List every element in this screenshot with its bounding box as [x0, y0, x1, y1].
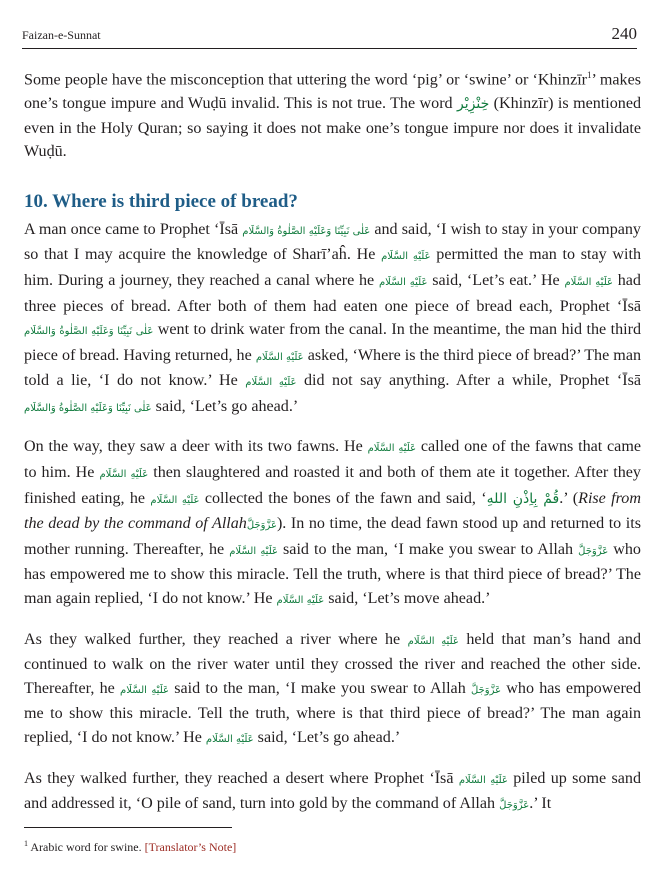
- text-run: who has empowered me to show this miracle. Tell the truth, where is that third piece of bread?’ The man again replied, ‘I do not know.’ He: [24, 540, 641, 608]
- text-run: said, ‘Let’s eat.’ He: [427, 271, 565, 289]
- book-title: Faizan-e-Sunnat: [22, 28, 101, 42]
- arabic-honorific: عَلَيْهِ السَّلَام: [458, 774, 508, 786]
- text-run: permitted the man to stay with him. During a journey, they reached a canal where he: [24, 246, 642, 289]
- text-run: Some people have the misconception that uttering the word ‘pig’ or ‘swine’ or ‘Khinzīr: [24, 71, 588, 89]
- footnote: [24, 836, 641, 855]
- arabic-honorific: عَلٰى نَبِيِّنَا وَعَلَيْهِ الصَّلٰوةُ وَالسَّلَام: [24, 402, 152, 414]
- text-run: .’ (: [559, 489, 579, 507]
- footnote-text: Arabic word for swine.: [28, 840, 145, 854]
- arabic-honorific: عَلَيْهِ السَّلَام: [120, 684, 169, 696]
- arabic-honorific: عَلٰى نَبِيِّنَا وَعَلَيْهِ الصَّلٰوةُ وَالسَّلَام: [242, 225, 371, 237]
- text-run: As they walked further, they reached a river where he: [24, 630, 408, 648]
- arabic-honorific: عَلَيْهِ السَّلَام: [407, 635, 459, 647]
- arabic-honorific: عَلَيْهِ السَّلَام: [205, 734, 254, 746]
- text-run: said to the man, ‘I make you swear to Allah: [277, 540, 579, 558]
- intro-paragraph: [24, 64, 641, 164]
- arabic-honorific: عَلَيْهِ السَّلَام: [378, 276, 428, 288]
- arabic-honorific: عَلٰى نَبِيِّنَا وَعَلَيْهِ الصَّلٰوةُ وَالسَّلَام: [24, 326, 154, 338]
- text-run: A man once came to Prophet ‘Īsā: [24, 220, 243, 238]
- text-run: (Khinzīr) is mentioned even in the Holy Quran; so saying it does not make one’s tongue impure nor does it invalidate Wuḍū.: [24, 94, 642, 161]
- text-run: On the way, they saw a deer with its two fawns. He: [24, 438, 368, 456]
- story-paragraph-3: [24, 628, 641, 752]
- text-run: did not say anything. After a while, Prophet ‘Īsā: [296, 372, 641, 390]
- running-header: [22, 24, 637, 44]
- arabic-honorific: عَزَّوَجَلَّ: [246, 520, 277, 532]
- text-run: said, ‘Let’s move ahead.’: [324, 590, 491, 608]
- text-run: had three pieces of bread. After both of them had eaten one piece of bread each, Prophet ‘Īsā: [24, 271, 641, 315]
- header-rule: [22, 48, 637, 49]
- italic-translation: Rise from the dead by the command of Allah: [24, 489, 641, 533]
- text-run: said, ‘Let’s go ahead.’: [151, 397, 299, 415]
- arabic-honorific: عَزَّوَجَلَّ: [499, 800, 530, 812]
- text-run: .’ It: [529, 795, 552, 813]
- arabic-honorific: عَلَيْهِ السَّلَام: [367, 443, 417, 455]
- arabic-honorific: عَلَيْهِ السَّلَام: [229, 545, 278, 557]
- main-content: [24, 64, 641, 818]
- text-run: called one of the fawns that came to him. He: [24, 438, 641, 482]
- page-number: 240: [611, 24, 637, 43]
- arabic-honorific: عَلَيْهِ السَّلَام: [245, 377, 297, 389]
- text-run: who has empowered me to show this miracle. Tell the truth, where is that third piece of bread?’ The man again replied, ‘I do not know.’ He: [24, 679, 641, 747]
- text-run: and said, ‘I wish to stay in your company so that I may acquire the knowledge of Sharī’aĥ. He: [24, 220, 641, 264]
- text-run: As they walked further, they reached a desert where Prophet ‘Īsā: [24, 769, 459, 787]
- arabic-honorific: عَزَّوَجَلَّ: [578, 545, 609, 557]
- text-run: ). In no time, the dead fawn stood up and returned to its mother running. Thereafter, he: [24, 515, 641, 558]
- story-paragraph-4: [24, 767, 641, 818]
- arabic-honorific: عَلَيْهِ السَّلَام: [564, 276, 613, 288]
- text-run: piled up some sand and addressed it, ‘O pile of sand, turn into gold by the command of Allah: [24, 769, 641, 813]
- arabic-phrase: قُمْ بِاِذْنِ اللهِ: [486, 490, 560, 507]
- story-paragraph-1: [24, 218, 641, 421]
- arabic-honorific: عَلَيْهِ السَّلَام: [150, 494, 200, 506]
- footnote-rule: [24, 827, 232, 828]
- section-heading: 10. Where is third piece of bread?: [24, 190, 298, 212]
- arabic-word: خِنْزِيْر: [457, 95, 490, 112]
- translator-note: [Translator’s Note]: [144, 840, 237, 854]
- text-run: went to drink water from the canal. In the meantime, the man hid the third piece of bread. Having returned, he: [24, 321, 641, 364]
- text-run: ’ makes one’s tongue impure and Wuḍū invalid. This is not true. The word: [24, 71, 641, 112]
- arabic-honorific: عَلَيْهِ السَّلَام: [276, 595, 325, 607]
- text-run: said, ‘Let’s go ahead.’: [253, 729, 401, 747]
- story-paragraph-2: [24, 435, 641, 612]
- footnote-reference[interactable]: 1: [587, 70, 592, 80]
- text-run: collected the bones of the fawn and said, ‘: [199, 489, 487, 507]
- arabic-honorific: عَلَيْهِ السَّلَام: [99, 469, 149, 481]
- text-run: held that man’s hand and continued to walk on the river water until they crossed the river and reached the other side. Thereafter, he: [24, 630, 641, 697]
- text-run: asked, ‘Where is the third piece of bread?’ The man told a lie, ‘I do not know.’ He: [24, 346, 642, 390]
- arabic-honorific: عَزَّوَجَلَّ: [470, 684, 502, 696]
- text-run: then slaughtered and roasted it and both of them ate it together. After they finished eating, he: [24, 464, 641, 507]
- footnote-marker: 1: [24, 839, 28, 848]
- text-run: said to the man, ‘I make you swear to Allah: [168, 679, 471, 697]
- arabic-honorific: عَلَيْهِ السَّلَام: [381, 251, 431, 263]
- arabic-honorific: عَلَيْهِ السَّلَام: [255, 351, 304, 363]
